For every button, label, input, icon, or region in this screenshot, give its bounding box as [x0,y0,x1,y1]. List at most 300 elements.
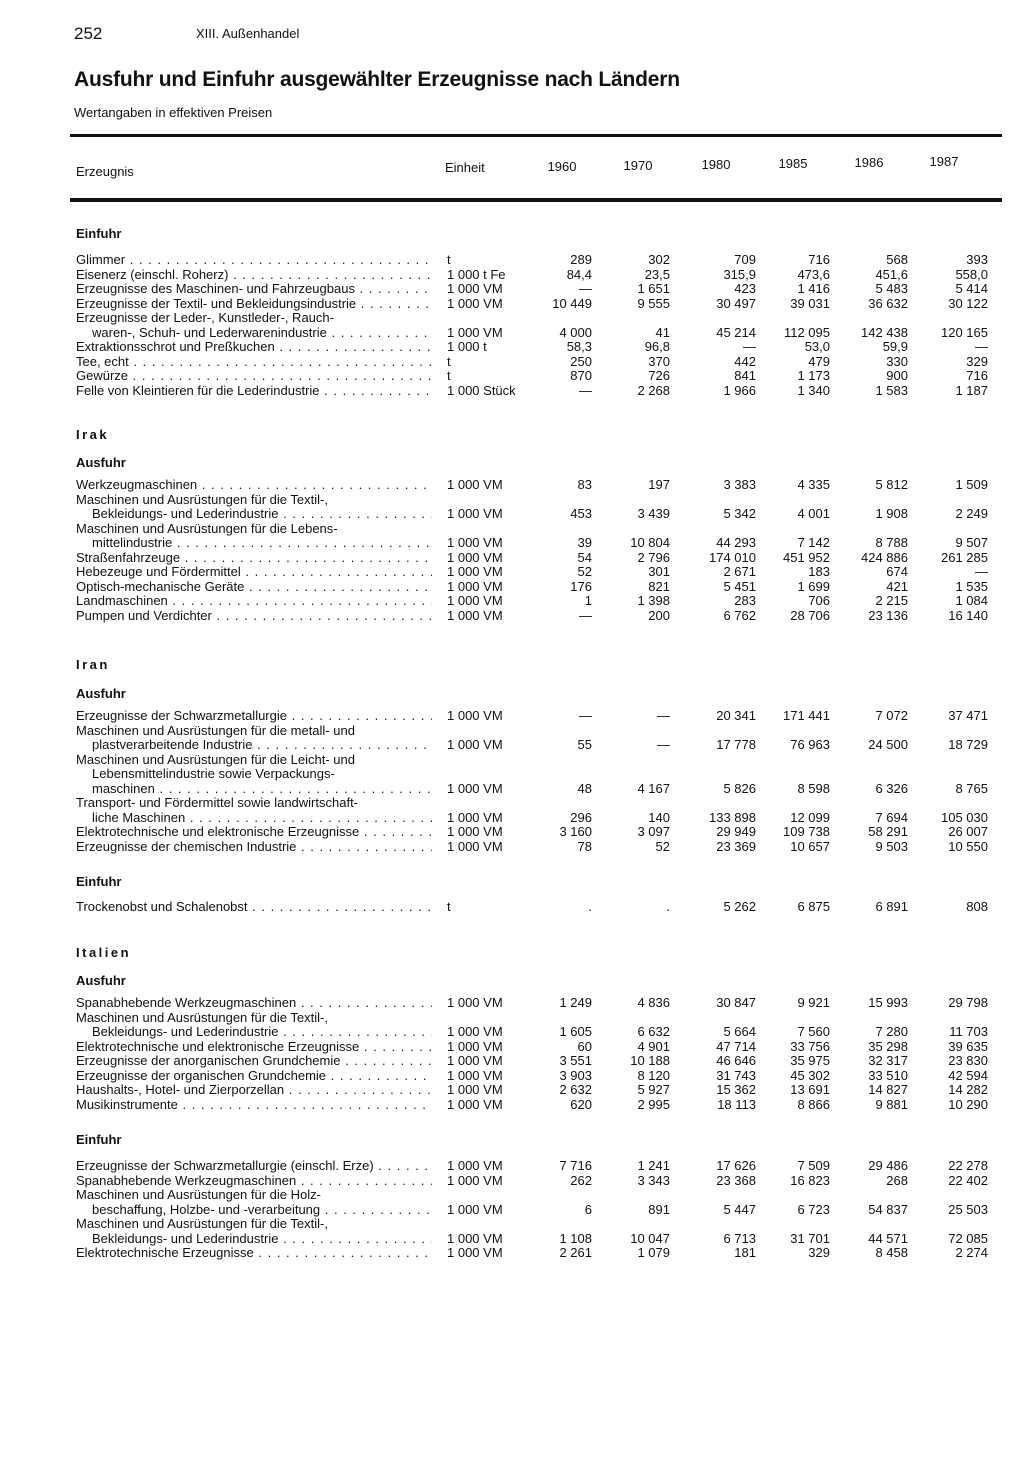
value-cell: 900 [886,368,908,383]
table-row-line [0,753,1024,767]
unit-cell: 1 000 VM [447,281,503,296]
value-cell: 8 458 [875,1245,908,1260]
value-cell: 7 716 [559,1158,592,1173]
table-row [0,1069,1024,1083]
unit-cell: 1 000 VM [447,1172,503,1188]
value-cell: 9 503 [875,838,908,854]
product-label: plastverarbeitende Industrie . . . [92,738,432,752]
product-label: Maschinen und Ausrüstungen für die Textil-, [76,1217,328,1231]
value-cell: 841 [734,368,756,383]
table-row-line [0,796,1024,810]
value-cell: 10 804 [630,535,670,550]
unit-cell: 1 000 VM [447,477,503,492]
trade-direction-heading: Ausfuhr [76,455,126,470]
table-row-line [0,311,1024,325]
column-header-year: 1987 [929,154,959,169]
country-heading: Italien [76,945,132,960]
product-label: Musikinstrumente . . . [76,1098,432,1112]
value-cell: 10 290 [948,1096,988,1112]
table-row [0,1054,1024,1068]
product-label: Tee, echt . . . [76,355,432,369]
value-cell: 2 796 [637,549,670,565]
unit-cell: 1 000 VM [447,1245,503,1260]
value-cell: 716 [808,252,830,267]
value-cell: 13 691 [790,1082,830,1097]
value-cell: 442 [734,353,756,369]
value-cell: 72 085 [948,1230,988,1246]
product-label: liche Maschinen . . . [92,811,432,825]
value-cell: 1 535 [955,578,988,594]
table-row [0,1203,1024,1217]
value-cell: 52 [577,564,592,579]
value-cell: 6 762 [723,607,756,623]
value-cell: 52 [655,838,670,854]
value-cell: 329 [966,353,988,369]
value-cell: 620 [570,1096,592,1112]
product-label: Hebezeuge und Fördermittel . . . [76,565,432,579]
unit-cell: t [447,353,451,369]
value-cell: 3 343 [637,1172,670,1188]
product-label: Erzeugnisse der chemischen Industrie . . . [76,840,432,854]
value-cell: 9 881 [875,1096,908,1112]
unit-cell: 1 000 VM [447,737,503,752]
value-cell: 268 [886,1172,908,1188]
value-cell: 10 449 [552,295,592,311]
table-row-line [0,767,1024,781]
unit-cell: 1 000 VM [447,1082,503,1097]
table-row [0,355,1024,369]
value-cell: 301 [648,564,670,579]
value-cell: 5 483 [875,281,908,296]
value-cell: 10 047 [630,1230,670,1246]
column-header-year: 1960 [547,159,577,174]
value-cell: 6 891 [875,899,908,914]
value-cell: 29 486 [868,1158,908,1173]
product-label: beschaffung, Holzbe- und -verarbeitung . . . [92,1203,432,1217]
unit-cell: 1 000 VM [447,1230,503,1246]
value-cell: 31 743 [716,1067,756,1083]
product-label: Extraktionsschrot und Preßkuchen . . . [76,340,432,354]
product-label: Bekleidungs- und Lederindustrie . . . [92,1232,432,1246]
value-cell: 370 [648,353,670,369]
table-row [0,1025,1024,1039]
value-cell: 30 122 [948,295,988,311]
table-row [0,536,1024,550]
value-cell: 15 993 [868,995,908,1010]
value-cell: 6 326 [875,780,908,796]
value-cell: 4 167 [637,780,670,796]
table-row-line [0,493,1024,507]
product-label: Maschinen und Ausrüstungen für die Lebens- [76,521,338,536]
table-row [0,1098,1024,1112]
value-cell: 200 [648,607,670,623]
value-cell: 16 823 [790,1172,830,1188]
value-cell: 2 274 [955,1245,988,1260]
value-cell: 5 342 [723,506,756,521]
value-cell: 31 701 [790,1230,830,1246]
unit-cell: 1 000 VM [447,549,503,565]
column-header-year: 1986 [854,155,884,170]
column-header-year: 1980 [701,157,731,172]
value-cell: 7 509 [797,1158,830,1173]
trade-direction-heading: Ausfuhr [76,973,126,988]
value-cell: 3 903 [559,1067,592,1083]
value-cell: 183 [808,564,830,579]
value-cell: 2 671 [723,564,756,579]
value-cell: 41 [655,324,670,340]
table-row [0,478,1024,492]
value-cell: 8 866 [797,1096,830,1112]
value-cell: 7 280 [875,1024,908,1039]
value-cell: 3 439 [637,506,670,521]
table-row-line [0,1011,1024,1025]
product-label: maschinen . . . [92,782,432,796]
value-cell: 1 699 [797,578,830,594]
value-cell: 10 657 [790,838,830,854]
value-cell: 453 [570,506,592,521]
page-subtitle: Wertangaben in effektiven Preisen [74,105,273,120]
value-cell: 36 632 [868,295,908,311]
value-cell: 3 551 [559,1053,592,1068]
value-cell: 9 921 [797,995,830,1010]
value-cell: 2 249 [955,506,988,521]
value-cell: 1 651 [637,281,670,296]
value-cell: 2 632 [559,1082,592,1097]
value-cell: 25 503 [948,1201,988,1217]
value-cell: 2 261 [559,1245,592,1260]
value-cell: 5 451 [723,578,756,594]
unit-cell: 1 000 VM [447,1038,503,1054]
value-cell: 9 555 [637,295,670,311]
value-cell: 120 165 [941,324,988,340]
unit-cell: 1 000 VM [447,1067,503,1083]
product-label: Spanabhebende Werkzeugmaschinen . . . [76,1174,432,1188]
value-cell: 5 826 [723,780,756,796]
unit-cell: 1 000 VM [447,838,503,854]
table-row [0,282,1024,296]
column-header-unit: Einheit [445,160,485,175]
value-cell: 891 [648,1201,670,1217]
value-cell: 33 756 [790,1038,830,1054]
table-row-line [0,522,1024,536]
value-cell: 5 664 [723,1024,756,1039]
product-label: Bekleidungs- und Lederindustrie . . . [92,507,432,521]
value-cell: 393 [966,252,988,267]
value-cell: 12 099 [790,809,830,825]
unit-cell: t [447,252,451,267]
table-row [0,825,1024,839]
table-row [0,811,1024,825]
value-cell: 133 898 [709,809,756,825]
value-cell: — [657,708,670,723]
unit-cell: 1 000 VM [447,607,503,623]
value-cell: 821 [648,578,670,594]
table-row [0,326,1024,340]
value-cell: 45 302 [790,1067,830,1083]
table-row [0,369,1024,383]
value-cell: 30 497 [716,295,756,311]
value-cell: 451 952 [783,549,830,565]
value-cell: 54 837 [868,1201,908,1217]
value-cell: 105 030 [941,809,988,825]
country-heading: Iran [76,657,110,672]
value-cell: 39 [577,535,592,550]
value-cell: 808 [966,899,988,914]
value-cell: 174 010 [709,549,756,565]
table-row [0,268,1024,282]
value-cell: 8 598 [797,780,830,796]
value-cell: 7 142 [797,535,830,550]
trade-direction-heading: Einfuhr [76,874,122,889]
table-row [0,551,1024,565]
country-heading: Irak [76,427,110,442]
unit-cell: 1 000 Stück [447,382,516,398]
value-cell: 6 713 [723,1230,756,1246]
unit-cell: t [447,368,451,383]
table-row [0,594,1024,608]
value-cell: 176 [570,578,592,594]
value-cell: 1 249 [559,995,592,1010]
value-cell: 1 084 [955,593,988,608]
value-cell: 9 507 [955,535,988,550]
value-cell: 4 335 [797,477,830,492]
value-cell: 42 594 [948,1067,988,1083]
value-cell: 709 [734,252,756,267]
value-cell: 726 [648,368,670,383]
value-cell: 14 282 [948,1082,988,1097]
product-label: Gewürze . . . [76,369,432,383]
value-cell: 1 908 [875,506,908,521]
value-cell: 7 072 [875,708,908,723]
unit-cell: t [447,899,451,914]
table-row [0,900,1024,914]
value-cell: 3 383 [723,477,756,492]
product-label: Elektrotechnische und elektronische Erzeugnisse . . . [76,1040,432,1054]
value-cell: 29 949 [716,824,756,839]
header-rule-top [70,134,1002,137]
unit-cell: 1 000 VM [447,780,503,796]
value-cell: 58,3 [566,339,592,354]
value-cell: 60 [577,1038,592,1054]
product-label: Erzeugnisse der Schwarzmetallurgie . . . [76,709,432,723]
value-cell: 8 765 [955,780,988,796]
value-cell: 78 [577,838,592,854]
value-cell: 54 [577,549,592,565]
page-number: 252 [74,24,103,43]
table-row [0,840,1024,854]
unit-cell: 1 000 VM [447,564,503,579]
unit-cell: 1 000 VM [447,535,503,550]
table-row [0,1246,1024,1260]
value-cell: 479 [808,353,830,369]
value-cell: 423 [734,281,756,296]
product-label: Erzeugnisse der Leder-, Kunstleder-, Rauch- [76,311,334,325]
product-label: Haushalts-, Hotel- und Zierporzellan . . . [76,1083,432,1097]
value-cell: 1 583 [875,382,908,398]
product-label: Pumpen und Verdichter . . . [76,609,432,623]
value-cell: 6 632 [637,1024,670,1039]
table-row [0,738,1024,752]
value-cell: 250 [570,353,592,369]
value-cell: 142 438 [861,324,908,340]
value-cell: 289 [570,252,592,267]
value-cell: . [588,899,592,914]
value-cell: 181 [734,1245,756,1260]
value-cell: 18 729 [948,737,988,752]
trade-direction-heading: Einfuhr [76,226,122,241]
value-cell: 58 291 [868,824,908,839]
value-cell: 568 [886,252,908,267]
unit-cell: 1 000 VM [447,578,503,594]
value-cell: 96,8 [644,339,670,354]
value-cell: — [975,339,988,354]
product-label: Elektrotechnische Erzeugnisse . . . [76,1246,432,1260]
product-label: Erzeugnisse der Textil- und Bekleidungsindustrie . . . [76,297,432,311]
product-label: Erzeugnisse der anorganischen Grundchemie . . . [76,1054,432,1068]
unit-cell: 1 000 VM [447,824,503,839]
value-cell: 870 [570,368,592,383]
table-row [0,1232,1024,1246]
value-cell: 2 268 [637,382,670,398]
value-cell: 1 079 [637,1245,670,1260]
table-row [0,782,1024,796]
table-row [0,1159,1024,1173]
value-cell: 33 510 [868,1067,908,1083]
value-cell: 10 188 [630,1053,670,1068]
product-label: Felle von Kleintieren für die Lederindustrie . . . [76,384,432,398]
value-cell: 5 927 [637,1082,670,1097]
value-cell: 6 [584,1201,592,1217]
value-cell: 5 812 [875,477,908,492]
value-cell: 32 317 [868,1053,908,1068]
value-cell: — [579,708,592,723]
table-row [0,297,1024,311]
value-cell: 296 [570,809,592,825]
product-label: Erzeugnisse der Schwarzmetallurgie (einschl. Erze) . . . [76,1159,432,1173]
unit-cell: 1 000 VM [447,708,503,723]
value-cell: 261 285 [941,549,988,565]
table-row [0,709,1024,723]
value-cell: 5 262 [723,899,756,914]
value-cell: — [579,281,592,296]
value-cell: 39 635 [948,1038,988,1054]
value-cell: 674 [886,564,908,579]
value-cell: 83 [577,477,592,492]
column-header-product: Erzeugnis [76,164,134,179]
unit-cell: 1 000 t Fe [447,266,506,282]
value-cell: 47 714 [716,1038,756,1054]
value-cell: — [579,607,592,623]
value-cell: 7 560 [797,1024,830,1039]
value-cell: 1 416 [797,281,830,296]
product-label: waren-, Schuh- und Lederwarenindustrie . . . [92,326,432,340]
value-cell: — [657,737,670,752]
value-cell: 23 368 [716,1172,756,1188]
trade-direction-heading: Einfuhr [76,1132,122,1147]
product-label: Lebensmittelindustrie sowie Verpackungs- [92,767,335,781]
value-cell: 1 173 [797,368,830,383]
column-header-year: 1970 [623,158,653,173]
value-cell: 20 341 [716,708,756,723]
value-cell: — [743,339,756,354]
value-cell: 44 293 [716,535,756,550]
product-label: Straßenfahrzeuge . . . [76,551,432,565]
column-header-year: 1985 [778,156,808,171]
value-cell: 53,0 [804,339,830,354]
product-label: Transport- und Fördermittel sowie landwirtschaft- [76,796,359,810]
product-label: mittelindustrie . . . [92,536,432,550]
product-label: Maschinen und Ausrüstungen für die Leicht- und [76,752,355,767]
value-cell: 22 402 [948,1172,988,1188]
value-cell: 23 830 [948,1053,988,1068]
product-label: Werkzeugmaschinen . . . [76,478,432,492]
value-cell: 4 836 [637,995,670,1010]
table-row [0,340,1024,354]
table-row-line [0,1217,1024,1231]
product-label: Elektrotechnische und elektronische Erzeugnisse . . . [76,825,432,839]
value-cell: 109 738 [783,824,830,839]
chapter-heading: XIII. Außenhandel [196,26,300,41]
value-cell: 315,9 [723,266,756,282]
unit-cell: 1 000 VM [447,1024,503,1039]
trade-direction-heading: Ausfuhr [76,686,126,701]
value-cell: 23 369 [716,838,756,854]
value-cell: 1 509 [955,477,988,492]
product-label: Maschinen und Ausrüstungen für die Textil-, [76,492,328,507]
product-label: Spanabhebende Werkzeugmaschinen . . . [76,996,432,1010]
value-cell: 2 215 [875,593,908,608]
value-cell: 6 875 [797,899,830,914]
value-cell: 23,5 [644,266,670,282]
table-row [0,507,1024,521]
product-label: Erzeugnisse des Maschinen- und Fahrzeugbaus . . . [76,282,432,296]
value-cell: 451,6 [875,266,908,282]
unit-cell: 1 000 t [447,339,487,354]
value-cell: 26 007 [948,824,988,839]
product-label: Eisenerz (einschl. Roherz) . . . [76,268,432,282]
table-row [0,1174,1024,1188]
table-row [0,253,1024,267]
product-label: Optisch-mechanische Geräte . . . [76,580,432,594]
value-cell: 76 963 [790,737,830,752]
value-cell: 29 798 [948,995,988,1010]
value-cell: 10 550 [948,838,988,854]
header-rule-bottom [70,198,1002,202]
value-cell: 37 471 [948,708,988,723]
table-row [0,384,1024,398]
unit-cell: 1 000 VM [447,1158,503,1173]
value-cell: 4 000 [559,324,592,340]
value-cell: 197 [648,477,670,492]
unit-cell: 1 000 VM [447,1201,503,1217]
page-title: Ausfuhr und Einfuhr ausgewählter Erzeugnisse nach Ländern [74,68,680,91]
value-cell: 1 [584,593,592,608]
unit-cell: 1 000 VM [447,593,503,608]
unit-cell: 1 000 VM [447,809,503,825]
value-cell: 30 847 [716,995,756,1010]
product-label: Maschinen und Ausrüstungen für die Textil-, [76,1010,328,1025]
value-cell: — [975,564,988,579]
value-cell: 48 [577,780,592,796]
value-cell: 2 995 [637,1096,670,1112]
unit-cell: 1 000 VM [447,1053,503,1068]
value-cell: 1 605 [559,1024,592,1039]
value-cell: 6 723 [797,1201,830,1217]
value-cell: 18 113 [717,1096,756,1112]
value-cell: 330 [886,353,908,369]
value-cell: 140 [648,809,670,825]
product-label: Maschinen und Ausrüstungen für die Holz- [76,1188,321,1202]
